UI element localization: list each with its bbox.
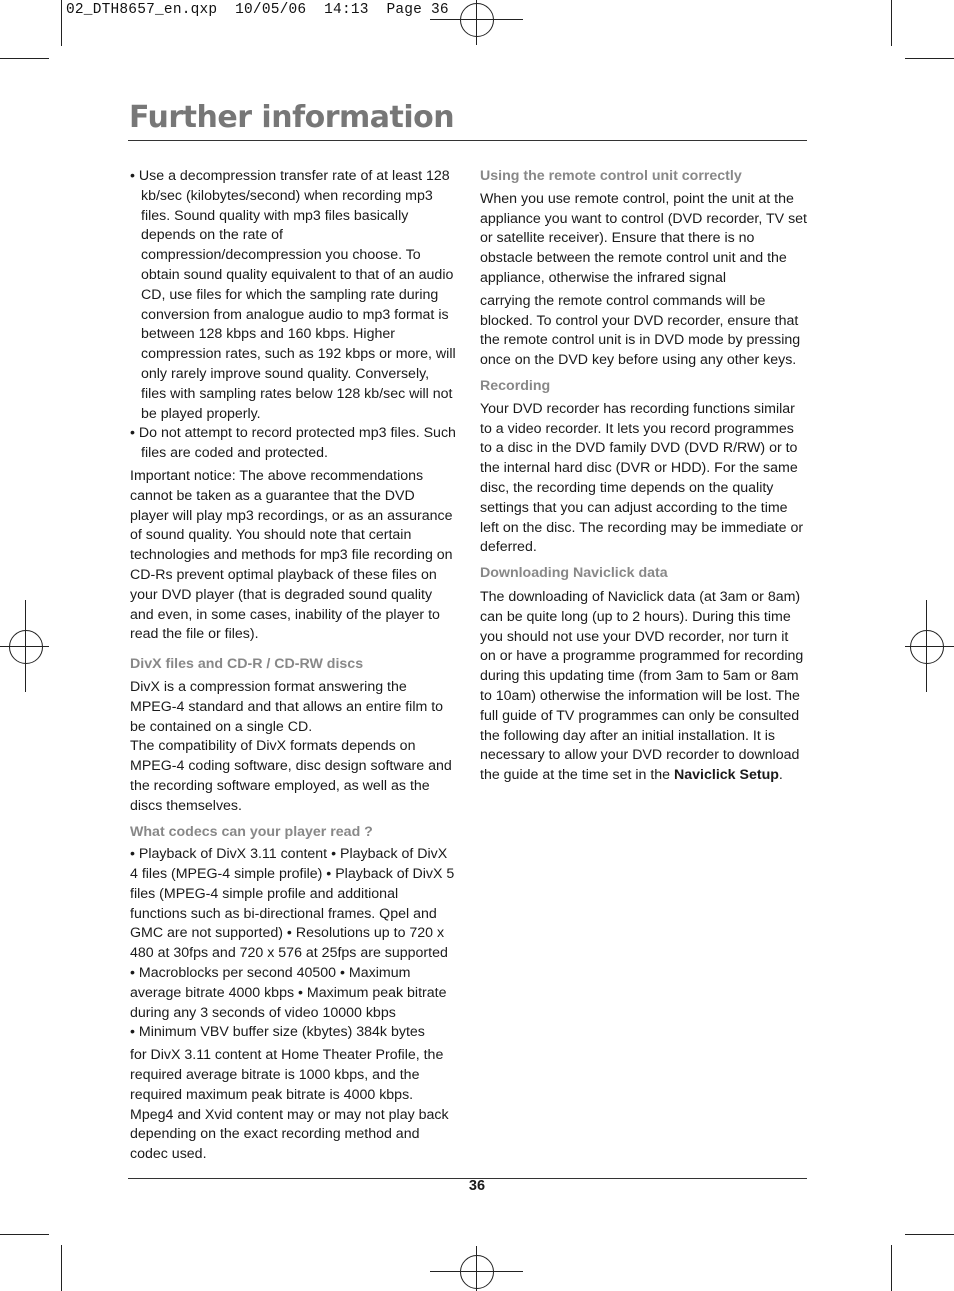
registration-circle [460, 3, 494, 37]
right-column [480, 167, 807, 786]
crop-mark [61, 1245, 62, 1291]
registration-line [25, 600, 26, 692]
divx-paragraph-2: The compatibility of DivX formats depends on MPEG-4 coding software, disc design software and the recording software employed, as well as the discs themselves. [130, 738, 452, 814]
naviclick-setup-label: Naviclick Setup [674, 767, 779, 784]
registration-line [476, 1246, 477, 1291]
crop-mark [0, 1234, 49, 1235]
crop-mark [0, 58, 49, 59]
heading-recording: Recording [480, 377, 551, 394]
registration-circle [460, 1255, 494, 1289]
remote-paragraph-1: When you use remote control, point the unit at the appliance you want to control (DVD recorder, TV set or satellite receiver). Ensure that there is no obstacle between the remote control unit and the appliance, otherwise the infrared signal [480, 190, 807, 286]
crop-mark [905, 58, 954, 59]
remote-paragraph-2: carrying the remote control commands will be blocked. To control your DVD recorder, ensure that the remote control unit is in DVD mode by pressing once on the DVD key before using any other keys. [480, 292, 801, 369]
registration-line [926, 600, 927, 692]
codecs-paragraph-4: for DivX 3.11 content at Home Theater Profile, the required average bitrate is 1000 kbps, and the required maximum peak bitrate is 4000 kbps. Mpeg4 and Xvid content may or may not play back depending on the exact recording method and codec used. [130, 1047, 449, 1163]
crop-mark [891, 0, 892, 46]
heading-naviclick: Downloading Naviclick data [480, 565, 668, 582]
page-title: Further information [129, 100, 455, 135]
registration-line [905, 646, 954, 647]
left-column [130, 167, 457, 1165]
registration-circle [910, 630, 944, 664]
crop-mark [891, 1245, 892, 1291]
heading-codecs: What codecs can your player read ? [130, 823, 373, 840]
recording-paragraph: Your DVD recorder has recording functions similar to a video recorder. It lets you record programmes to a disc in the DVD family DVD (DVD R/RW) or to the internal hard disc (DVR or HDD). For the same disc, the recording time depends on the quality settings that you can adjust according to the time left on the disc. The recording may be immediate or deferred. [480, 400, 804, 556]
registration-circle [9, 630, 43, 664]
naviclick-paragraph [480, 588, 807, 786]
heading-divx-files: DivX files and CD-R / CD-RW discs [130, 656, 364, 673]
registration-line [476, 0, 477, 45]
codecs-paragraph-1: • Playback of DivX 3.11 content • Playback of DivX 4 files (MPEG-4 simple profile) • Playback of DivX 5 files (MPEG-4 simple profile and additional functions such as bi-directional frames. Qpel and GMC are not supported) • Resolutions up to 720 x 480 at 30fps and 720 x 576 at 25fps are supported [130, 846, 455, 962]
crop-mark [61, 0, 62, 46]
file-slug: 02_DTH8657_en.qxp 10/05/06 14:13 Page 36 [66, 2, 449, 18]
important-notice: Important notice: The above recommendations cannot be taken as a guarantee that the DVD player will play mp3 recordings, or as an assurance of sound quality. You should note that certain technologies and methods for mp3 file recording on CD-Rs prevent optimal playback of these files on your DVD player (that is degraded sound quality and even, in some cases, inability of the player to read the file or files). [130, 467, 453, 643]
codecs-paragraph-3: • Minimum VBV buffer size (kbytes) 384k bytes [130, 1024, 425, 1041]
crop-mark [905, 1234, 954, 1235]
heading-remote-control: Using the remote control unit correctly [480, 168, 742, 184]
naviclick-period: . [778, 767, 783, 784]
naviclick-text: The downloading of Naviclick data (at 3am or 8am) can be quite long (up to 2 hours). During this time you should not use your DVD recorder, nor turn it on or have a programme programmed for recording during this updating time (from 3am to 5am or 8am to 10am) otherwise the information will be lost. The full guide of TV programmes can only be consulted the following day after an initial installation. It is necessary to allow your DVD recorder to download the guide at the time set in the [480, 588, 804, 784]
bullet-decompression-rate: • Use a decompression transfer rate of at least 128 kb/sec (kilobytes/second) when recording mp3 files. Sound quality with mp3 files basically depends on the rate of compression/decompression you choose. To obtain sound quality equivalent to that of an audio CD, use files for which the sampling rate during conversion from analogue audio to mp3 format is between 128 kbps and 160 kbps. Higher compression rates, such as 192 kbps or more, will only rarely improve sound quality. Conversely, files with sampling rates below 128 kb/sec will not be played properly. [130, 168, 456, 422]
bullet-protected-files: • Do not attempt to record protected mp3 files. Such files are coded and protected. [130, 425, 456, 462]
codecs-paragraph-2: • Macroblocks per second 40500 • Maximum average bitrate 4000 kbps • Maximum peak bitrate during any 3 seconds of video 10000 kbps [130, 965, 447, 1021]
divx-paragraph-1: DivX is a compression format answering the MPEG-4 standard and that allows an entire film to be contained on a single CD. [130, 678, 444, 735]
page-number: 36 [468, 1178, 486, 1194]
title-rule [128, 140, 807, 141]
